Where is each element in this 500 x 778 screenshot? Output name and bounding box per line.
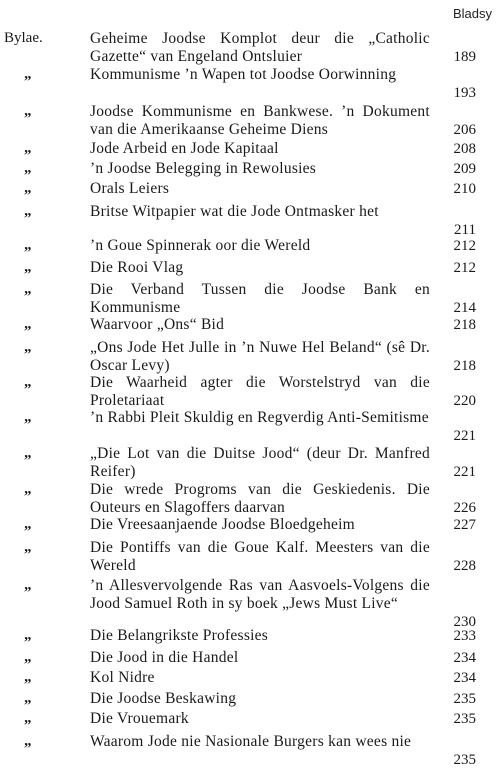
entry-title: Britse Witpapier wat die Jode Ontmasker het [90, 203, 379, 220]
entry-title: Die Rooi Vlag [90, 259, 184, 276]
entry-mark: „ [24, 237, 32, 253]
entry-mark: „ [24, 339, 32, 355]
entry-mark: „ [24, 539, 32, 555]
entry-title: Die Belangrikste Professies [90, 627, 269, 644]
entry-page-number: 212 [453, 260, 476, 276]
entry-page-number: 235 [453, 752, 476, 768]
entry-mark: „ [24, 690, 32, 706]
entry-title: Die wrede Progroms van die Geskiedenis. Die Outeurs en Slagoffers daarvan [90, 481, 430, 516]
entry-title: ’n Goue Spinnerak oor die Wereld [90, 237, 311, 254]
entry-page-number: 211 [454, 222, 476, 238]
entry-page-number: 235 [453, 711, 476, 727]
entry-page-number: 221 [453, 464, 476, 480]
entry-title: Die Pontiffs van die Goue Kalf. Meesters van die Wereld [90, 539, 430, 574]
entry-page-number: 227 [453, 517, 476, 533]
entry-page-number: 214 [453, 300, 476, 316]
entry-mark: „ [24, 627, 32, 643]
entry-mark: „ [24, 259, 32, 275]
entry-page-number: 209 [453, 161, 476, 177]
entry-mark: „ [24, 66, 32, 82]
entry-mark: „ [24, 203, 32, 219]
entry-page-number: 212 [453, 238, 476, 254]
entry-title: ’n Allesvervolgende Ras van Aasvoels-Volgens die Jood Samuel Roth in sy boek „Jews Must Live“ [90, 577, 430, 612]
entry-title: Orals Leiers [90, 180, 170, 197]
entry-title: ’n Joodse Belegging in Rewolusies [90, 160, 317, 177]
entry-page-number: 218 [453, 358, 476, 374]
entry-page-number: 221 [453, 428, 476, 444]
entry-title: „Ons Jode Het Julle in ’n Nuwe Hel Beland“ (sê Dr. Oscar Levy) [90, 339, 430, 374]
entry-mark: „ [24, 733, 32, 749]
entry-mark: „ [24, 577, 32, 593]
entry-title: Jode Arbeid en Jode Kapitaal [90, 140, 279, 157]
entry-title: Waarvoor „Ons“ Bid [90, 316, 225, 333]
entry-page-number: 206 [453, 122, 476, 138]
entry-title: ’n Rabbi Pleit Skuldig en Regverdig Anti-Semitisme [90, 409, 429, 426]
entry-page-number: 226 [453, 500, 476, 516]
entry-mark: „ [24, 409, 32, 425]
entry-mark: „ [24, 281, 32, 297]
entry-page-number: 230 [453, 614, 476, 630]
entry-page-number: 220 [453, 393, 476, 409]
entry-mark: „ [24, 481, 32, 497]
entry-page-number: 228 [453, 558, 476, 574]
entry-mark: „ [24, 374, 32, 390]
entry-title: Kol Nidre [90, 669, 155, 686]
entry-title: Die Waarheid agter die Worstelstryd van die Proletariaat [90, 374, 430, 409]
entry-title: Die Verband Tussen die Joodse Bank en Kommunisme [90, 281, 430, 316]
entry-page-number: 208 [453, 141, 476, 157]
entry-title: Geheime Joodse Komplot deur die „Catholic Gazette“ van Engeland Ontsluier [90, 30, 430, 65]
entry-title: Waarom Jode nie Nasionale Burgers kan wees nie [90, 733, 412, 750]
entry-page-number: 193 [453, 85, 476, 101]
entry-mark: „ [24, 316, 32, 332]
entry-page-number: 189 [453, 49, 476, 65]
entry-mark: „ [24, 710, 32, 726]
entry-page-number: 235 [453, 691, 476, 707]
entry-title: Die Joodse Beskawing [90, 690, 237, 707]
entry-mark: „ [24, 160, 32, 176]
entry-mark: „ [24, 445, 32, 461]
entry-title: Die Jood in die Handel [90, 649, 239, 666]
entry-mark: „ [24, 103, 32, 119]
entry-page-number: 218 [453, 317, 476, 333]
entry-page-number: 234 [453, 670, 476, 686]
entry-title: Die Vreesaanjaende Joodse Bloedgeheim [90, 516, 355, 533]
entry-mark: Bylae. [4, 30, 43, 46]
entry-mark: „ [24, 180, 32, 196]
entry-mark: „ [24, 649, 32, 665]
entry-mark: „ [24, 140, 32, 156]
entry-page-number: 234 [453, 650, 476, 666]
entry-page-number: 233 [453, 628, 476, 644]
entry-page-number: 210 [453, 181, 476, 197]
entry-mark: „ [24, 516, 32, 532]
entry-title: Joodse Kommunisme en Bankwese. ’n Dokument van die Amerikaanse Geheime Diens [90, 103, 430, 138]
entry-mark: „ [24, 669, 32, 685]
entry-title: Die Vrouemark [90, 710, 189, 727]
page-column-header: Bladsy [452, 6, 492, 21]
entry-title: Kommunisme ’n Wapen tot Joodse Oorwinning [90, 66, 397, 83]
entry-title: „Die Lot van die Duitse Jood“ (deur Dr. Manfred Reifer) [90, 445, 430, 480]
